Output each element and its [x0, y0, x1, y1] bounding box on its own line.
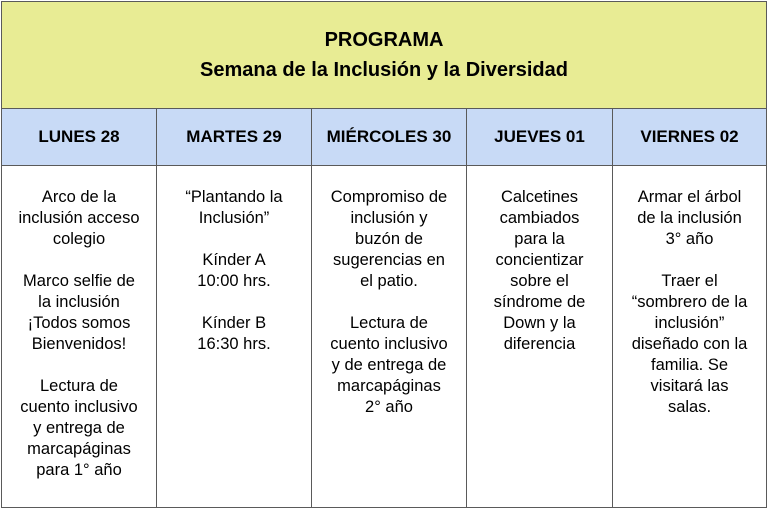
day-header-jueves: JUEVES 01: [467, 109, 613, 166]
activity-line: diseñado con la: [631, 335, 748, 353]
activity-line: inclusión”: [654, 314, 725, 332]
title-line-1: PROGRAMA: [324, 29, 444, 51]
activity-line: y de entrega de: [331, 356, 447, 374]
activity-line: y entrega de: [33, 419, 125, 437]
activity-line: sugerencias en: [333, 251, 445, 269]
activity-line: buzón de: [355, 230, 423, 248]
activity-line: colegio: [52, 230, 106, 248]
activities-row: [2, 166, 767, 508]
activity-line: cuento inclusivo: [330, 335, 448, 353]
activity-line: Kínder A: [202, 251, 266, 269]
activity-item: [2, 271, 156, 355]
activity-line: el patio.: [360, 272, 418, 290]
activity-line: síndrome de: [493, 293, 586, 311]
activity-item: [312, 313, 466, 418]
activity-line: 3° año: [665, 230, 714, 248]
activity-line: 2° año: [365, 398, 413, 416]
activity-item: [467, 187, 612, 355]
activities-martes: [157, 166, 312, 508]
activity-item: [613, 187, 766, 250]
activity-line: Lectura de: [350, 314, 428, 332]
activity-line: Compromiso de: [330, 188, 448, 206]
activity-line: inclusión acceso: [18, 209, 140, 227]
activity-line: Arco de la: [41, 188, 117, 206]
activity-line: inclusión y: [350, 209, 428, 227]
day-header-martes: MARTES 29: [157, 109, 312, 166]
activity-item: [312, 187, 466, 292]
activity-line: para 1° año: [36, 461, 122, 479]
activity-line: familia. Se: [650, 356, 729, 374]
activity-item: [157, 250, 311, 292]
activity-line: de la inclusión: [637, 209, 742, 227]
activity-line: marcapáginas: [27, 440, 131, 458]
activity-line: marcapáginas: [337, 377, 441, 395]
activity-line: visitará las: [650, 377, 729, 395]
activity-line: cambiados: [499, 209, 580, 227]
activity-line: concientizar: [495, 251, 584, 269]
activity-item: [157, 313, 311, 355]
title-cell: [2, 2, 767, 109]
activity-line: Marco selfie de: [23, 272, 135, 290]
activity-line: “Plantando la: [185, 188, 283, 206]
day-header-lunes: LUNES 28: [2, 109, 157, 166]
activity-item: [157, 187, 311, 229]
activity-line: Bienvenidos!: [31, 335, 127, 353]
title-row: [2, 2, 767, 109]
day-header-row: [2, 109, 767, 166]
activity-item: [2, 376, 156, 481]
activity-line: Inclusión”: [198, 209, 270, 227]
activities-miercoles: [312, 166, 467, 508]
activity-line: Armar el árbol: [637, 188, 742, 206]
activities-viernes: [613, 166, 767, 508]
activity-line: la inclusión: [38, 293, 120, 311]
activity-item: [613, 271, 766, 418]
activity-line: diferencia: [503, 335, 576, 353]
title-line-2: Semana de la Inclusión y la Diversidad: [200, 59, 568, 81]
activity-line: Calcetines: [500, 188, 579, 206]
activities-lunes: [2, 166, 157, 508]
activity-line: Kínder B: [201, 314, 267, 332]
activity-line: 16:30 hrs.: [197, 335, 271, 353]
activity-line: 10:00 hrs.: [197, 272, 271, 290]
activity-line: salas.: [667, 398, 712, 416]
activity-line: Traer el: [661, 272, 718, 290]
activity-line: “sombrero de la: [631, 293, 748, 311]
activity-line: para la: [514, 230, 565, 248]
program-table: [1, 1, 767, 508]
activity-line: cuento inclusivo: [20, 398, 138, 416]
activities-jueves: [467, 166, 613, 508]
activity-line: Down y la: [503, 314, 576, 332]
activity-item: [2, 187, 156, 250]
day-header-viernes: VIERNES 02: [613, 109, 767, 166]
activity-line: sobre el: [510, 272, 569, 290]
activity-line: Lectura de: [40, 377, 118, 395]
day-header-miercoles: MIÉRCOLES 30: [312, 109, 467, 166]
activity-line: ¡Todos somos: [27, 314, 131, 332]
